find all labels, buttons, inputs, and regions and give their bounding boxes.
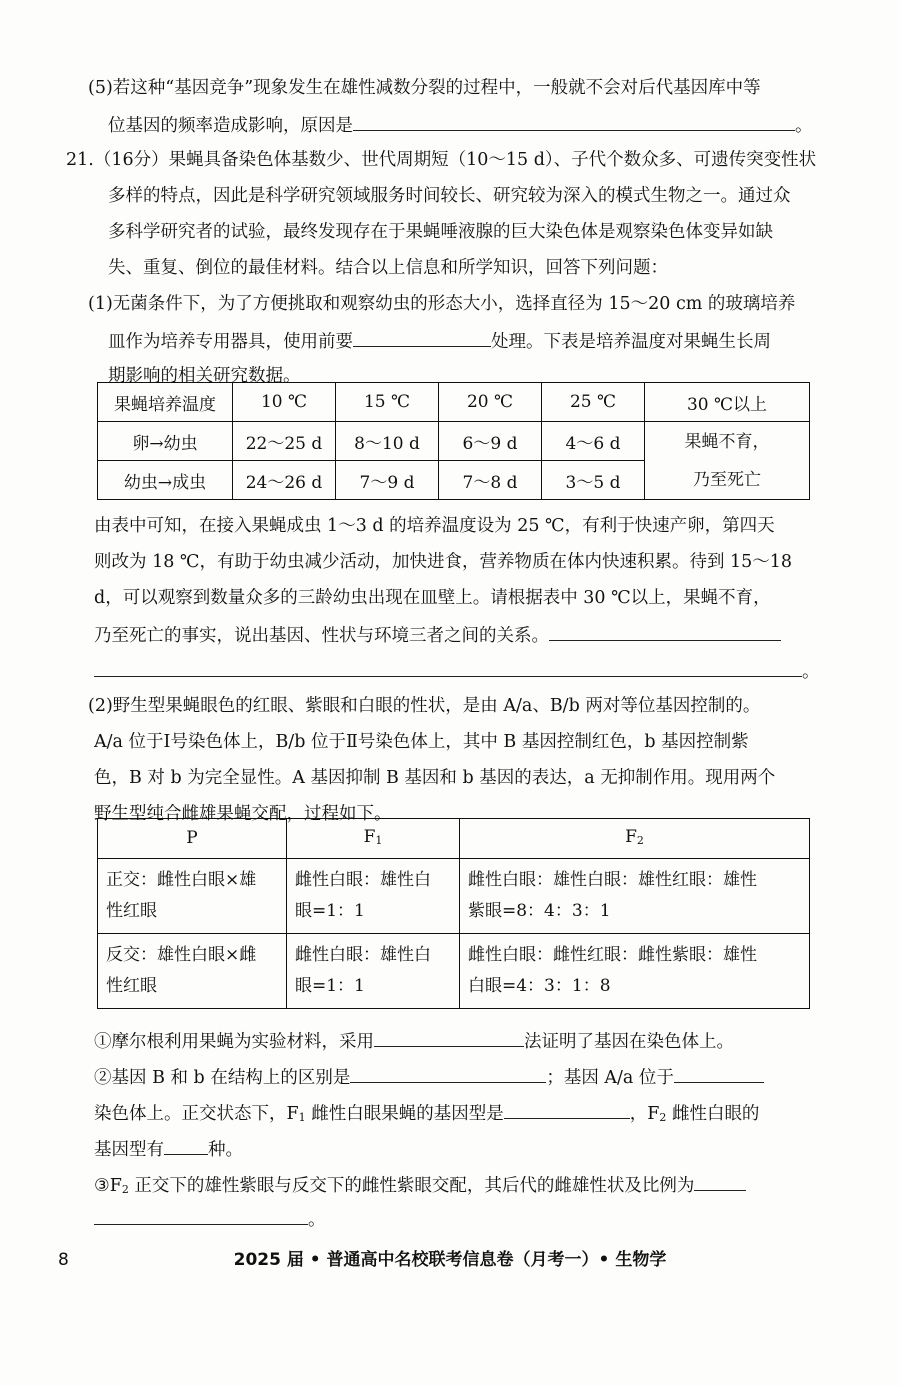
p2-line-2: A/a 位于Ⅰ号染色体上，B/b 位于Ⅱ号染色体上，其中 B 基因控制红色，b 基因控制紫 — [94, 732, 749, 752]
q-a-line: ①摩尔根利用果蝇为实验材料，采用 法证明了基因在染色体上。 — [94, 1028, 734, 1054]
table-row — [98, 422, 810, 461]
table-header-f2: $F_2$ — [460, 819, 810, 859]
table-cell: 8～10 d — [336, 422, 439, 461]
table-cell: 幼虫→成虫 — [98, 461, 233, 500]
table-cell: 正交：雌性白眼×雄 性红眼 — [98, 859, 287, 934]
table-cell: 雌性白眼：雄性白眼：雄性红眼：雄性 紫眼=8：4：3：1 — [460, 859, 810, 934]
p2-line-4: 野生型纯合雌雄果蝇交配，过程如下。 — [94, 804, 392, 824]
q5-line-2: 位基因的频率造成影响，原因是 。 — [108, 112, 813, 138]
q21-intro-1: 21.（16分）果蝇具备染色体基数少、世代周期短（10～15 d）、子代个数众多、可遗传突变性状 — [66, 150, 817, 170]
table-row — [98, 819, 810, 859]
p1-line-3: 期影响的相关研究数据。 — [108, 366, 301, 386]
answer-blank[interactable] — [350, 1064, 546, 1083]
table-cell: 22～25 d — [233, 422, 336, 461]
p1b-line-2: 则改为 18 ℃，有助于幼虫减少活动，加快进食，营养物质在体内快速积累。待到 15～18 — [94, 552, 793, 572]
table-row — [98, 383, 810, 422]
p1b-line-1: 由表中可知，在接入果蝇成虫 1～3 d 的培养温度设为 25 ℃，有利于快速产卵，第四天 — [94, 516, 775, 536]
answer-blank[interactable] — [94, 1206, 308, 1225]
q-b-line-1: ②基因 B 和 b 在结构上的区别是 ；基因 A/a 位于 — [94, 1064, 764, 1090]
q21-intro-2: 多样的特点，因此是科学研究领域服务时间较长、研究较为深入的模式生物之一。通过众 — [108, 186, 791, 206]
table-cell: 7～9 d — [336, 461, 439, 500]
p2-line-1: (2)野生型果蝇眼色的红眼、紫眼和白眼的性状，是由 A/a、B/b 两对等位基因控制的。 — [88, 696, 761, 716]
table-cell: 4～6 d — [542, 422, 645, 461]
table-cell: 卵→幼虫 — [98, 422, 233, 461]
table-header-p: P — [98, 819, 287, 859]
q21-intro-4: 失、重复、倒位的最佳材料。结合以上信息和所学知识，回答下列问题： — [108, 258, 668, 278]
q21-intro-3: 多科学研究者的试验，最终发现存在于果蝇唾液腺的巨大染色体是观察染色体变异如缺 — [108, 222, 773, 242]
page-number: 8 — [58, 1250, 69, 1270]
q5-line-1: (5)若这种“基因竞争”现象发生在雄性减数分裂的过程中，一般就不会对后代基因库中等 — [88, 78, 761, 98]
q-c-line-1: $③F_2$ 正交下的雄性紫眼与反交下的雌性紫眼交配，其后代的雌雄性状及比例为 — [94, 1172, 746, 1202]
answer-blank[interactable] — [674, 1064, 764, 1083]
table-row — [98, 934, 810, 1009]
answer-blank[interactable] — [504, 1100, 630, 1119]
table-cell: 15 ℃ — [336, 383, 439, 422]
answer-blank[interactable] — [94, 658, 802, 677]
answer-blank[interactable] — [353, 112, 795, 131]
table-cell: 3～5 d — [542, 461, 645, 500]
q-b-line-3: 基因型有 种。 — [94, 1136, 243, 1162]
p1-line-2: 皿作为培养专用器具，使用前要 处理。下表是培养温度对果蝇生长周 — [108, 328, 771, 354]
answer-blank[interactable] — [353, 328, 491, 347]
p1b-line-4: 乃至死亡的事实，说出基因、性状与环境三者之间的关系。 — [94, 622, 781, 648]
answer-blank[interactable] — [694, 1172, 746, 1191]
table-cell: 果蝇培养温度 — [98, 383, 233, 422]
answer-blank[interactable] — [549, 622, 781, 641]
table-cell: 雌性白眼：雄性白 眼=1：1 — [287, 859, 460, 934]
table-cell-merged: 果蝇不育， 乃至死亡 — [645, 422, 810, 500]
table-cell: 雌性白眼：雌性红眼：雌性紫眼：雄性 白眼=4：3：1：8 — [460, 934, 810, 1009]
table-cell: 24～26 d — [233, 461, 336, 500]
table-cell: 7～8 d — [439, 461, 542, 500]
table-header-f1: $F_1$ — [287, 819, 460, 859]
footer-title: 2025 届 • 普通高中名校联考信息卷（月考一）• 生物学 — [233, 1250, 667, 1270]
p2-line-3: 色，B 对 b 为完全显性。A 基因抑制 B 基因和 b 基因的表达，a 无抑制作用。现用两个 — [94, 768, 776, 788]
p1b-line-5: 。 — [94, 658, 820, 684]
p1b-line-3: d，可以观察到数量众多的三龄幼虫出现在皿壁上。请根据表中 30 ℃以上，果蝇不育， — [94, 588, 771, 608]
table-cell: 10 ℃ — [233, 383, 336, 422]
table-cell: 20 ℃ — [439, 383, 542, 422]
table-cell: 30 ℃以上 — [645, 383, 810, 422]
table-cell: 25 ℃ — [542, 383, 645, 422]
p1-line-1: (1)无菌条件下，为了方便挑取和观察幼虫的形态大小，选择直径为 15～20 cm 的玻璃培养 — [88, 294, 796, 314]
answer-blank[interactable] — [164, 1136, 208, 1155]
table-cell: 反交：雄性白眼×雌 性红眼 — [98, 934, 287, 1009]
temperature-table — [97, 382, 810, 500]
answer-blank[interactable] — [374, 1028, 524, 1047]
q-c-line-2: 。 — [94, 1206, 326, 1232]
q-b-line-2: 染色体上。正交状态下，$F_1$ 雌性白眼果蝇的基因型是 ，$F_2$ 雌性白眼的 — [94, 1100, 759, 1130]
cross-table — [97, 818, 810, 1009]
table-cell: 雌性白眼：雄性白 眼=1：1 — [287, 934, 460, 1009]
table-row — [98, 859, 810, 934]
table-cell: 6～9 d — [439, 422, 542, 461]
